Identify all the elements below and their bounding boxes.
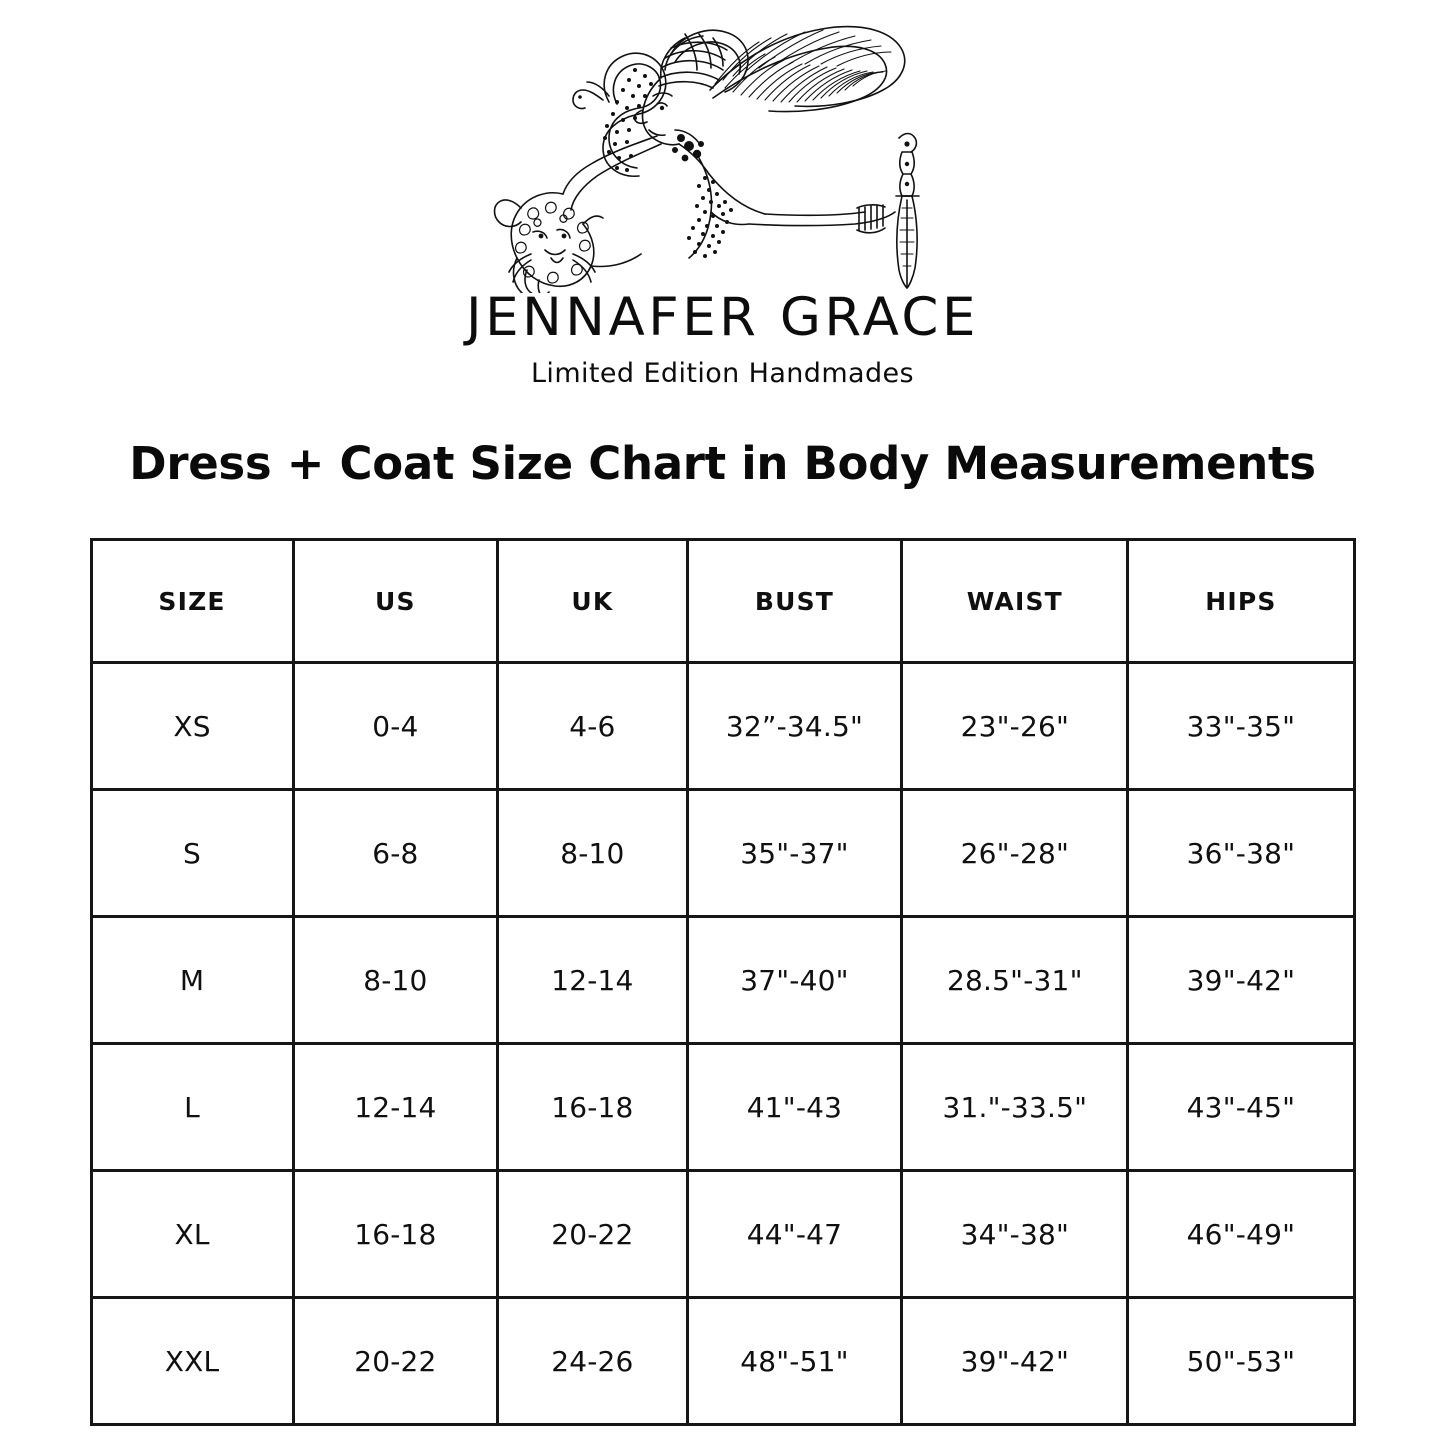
cell-us: 20-22 xyxy=(293,1298,498,1425)
cell-uk: 4-6 xyxy=(498,663,687,790)
cell-hips: 50"-53" xyxy=(1128,1298,1354,1425)
cell-waist: 31."-33.5" xyxy=(902,1044,1128,1171)
cell-size: M xyxy=(91,917,293,1044)
cell-hips: 39"-42" xyxy=(1128,917,1354,1044)
table-row xyxy=(91,790,1354,917)
cell-waist: 23"-26" xyxy=(902,663,1128,790)
table-row xyxy=(91,917,1354,1044)
size-chart-table xyxy=(90,538,1356,1426)
table-row xyxy=(91,663,1354,790)
brand-logo-block xyxy=(0,0,1445,389)
column-header-uk: UK xyxy=(498,540,687,663)
cell-us: 0-4 xyxy=(293,663,498,790)
column-header-us: US xyxy=(293,540,498,663)
cell-size: XS xyxy=(91,663,293,790)
cell-uk: 12-14 xyxy=(498,917,687,1044)
cell-us: 16-18 xyxy=(293,1171,498,1298)
cell-bust: 32”-34.5" xyxy=(687,663,902,790)
cell-hips: 33"-35" xyxy=(1128,663,1354,790)
cell-waist: 28.5"-31" xyxy=(902,917,1128,1044)
cell-size: L xyxy=(91,1044,293,1171)
column-header-size: SIZE xyxy=(91,540,293,663)
cell-hips: 36"-38" xyxy=(1128,790,1354,917)
table-row xyxy=(91,1044,1354,1171)
brand-wordmark: JENNAFER GRACE xyxy=(466,287,979,348)
cell-size: XL xyxy=(91,1171,293,1298)
cell-waist: 39"-42" xyxy=(902,1298,1128,1425)
cell-hips: 46"-49" xyxy=(1128,1171,1354,1298)
cell-size: S xyxy=(91,790,293,917)
column-header-hips: HIPS xyxy=(1128,540,1354,663)
table-header-row xyxy=(91,540,1354,663)
brand-tagline: Limited Edition Handmades xyxy=(530,358,915,389)
cell-bust: 48"-51" xyxy=(687,1298,902,1425)
cell-uk: 24-26 xyxy=(498,1298,687,1425)
jennafer-grace-illustration-icon xyxy=(413,18,1033,293)
cell-bust: 44"-47 xyxy=(687,1171,902,1298)
cell-waist: 34"-38" xyxy=(902,1171,1128,1298)
table-row xyxy=(91,1171,1354,1298)
cell-us: 8-10 xyxy=(293,917,498,1044)
cell-uk: 20-22 xyxy=(498,1171,687,1298)
cell-us: 6-8 xyxy=(293,790,498,917)
cell-bust: 41"-43 xyxy=(687,1044,902,1171)
cell-us: 12-14 xyxy=(293,1044,498,1171)
cell-uk: 8-10 xyxy=(498,790,687,917)
cell-uk: 16-18 xyxy=(498,1044,687,1171)
table-row xyxy=(91,1298,1354,1425)
column-header-bust: BUST xyxy=(687,540,902,663)
cell-bust: 37"-40" xyxy=(687,917,902,1044)
cell-size: XXL xyxy=(91,1298,293,1425)
page-title: Dress + Coat Size Chart in Body Measurements xyxy=(129,437,1316,490)
size-chart-table-wrapper xyxy=(90,538,1356,1426)
cell-waist: 26"-28" xyxy=(902,790,1128,917)
cell-bust: 35"-37" xyxy=(687,790,902,917)
cell-hips: 43"-45" xyxy=(1128,1044,1354,1171)
column-header-waist: WAIST xyxy=(902,540,1128,663)
